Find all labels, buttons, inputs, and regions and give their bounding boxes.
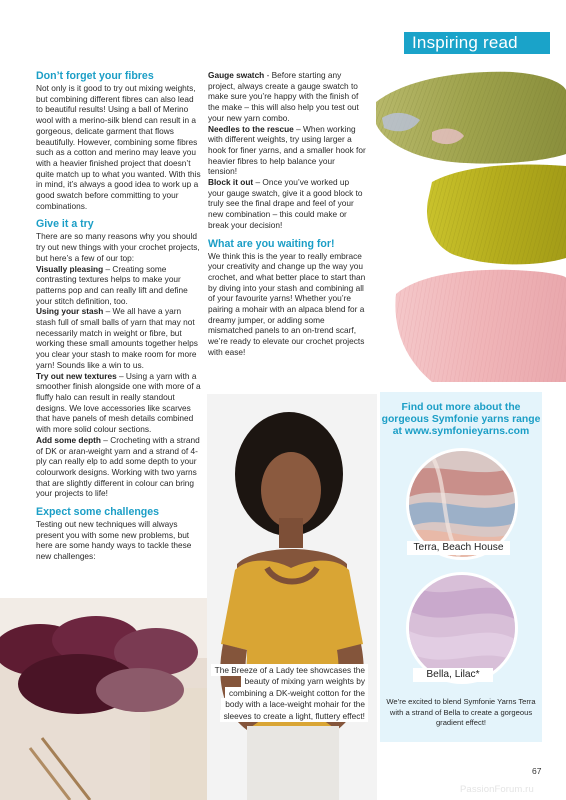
tip-title: Add some depth xyxy=(36,434,101,445)
heading-give-it-a-try: Give it a try xyxy=(36,218,94,231)
paragraph-fibres: Not only is it good to try out mixing weights, but combining different fibres can also lead to beautiful results! Using a ball of Merino wool with a merino-silk blend can result in a gorgeous, delicate garment that flows beautifully. However, combining some fibres such as a cotton and merino may leave you with a heavier finished project that doesn’t quite match up to what you wanted. With this in mind, it’s always a good idea to work up a good swatch before committing to your combinations. xyxy=(36,83,201,211)
bella-lilac-label: Bella, Lilac* xyxy=(413,668,493,682)
section-tag: Inspiring read xyxy=(404,32,550,54)
photo-caption xyxy=(208,665,368,722)
tip-new-textures xyxy=(36,371,202,435)
terra-beach-house-label: Terra, Beach House xyxy=(407,541,510,555)
info-box-footnote: We’re excited to blend Symfonie Yarns Terra with a strand of Bella to create a gorgeous gradient effect! xyxy=(386,697,536,727)
tip-text: – Creating some contrasting textures helps to make your patterns pop and can really lift and define your stitch definition, too. xyxy=(36,263,188,306)
yarn-skeins-photo xyxy=(372,62,566,382)
tip-gauge-swatch xyxy=(208,70,366,124)
info-title-line: gorgeous Symfonie yarns range xyxy=(381,414,541,425)
tip-text: – Using a yarn with a smoother finish alongside one with more of a fluffy halo can result in really standout designs. We love accessories like scarves that have panels of mesh details combined with more solid colour sections. xyxy=(36,370,201,435)
page-number: 67 xyxy=(532,766,542,776)
tip-title: Gauge swatch xyxy=(208,70,265,80)
paragraph-waiting: We think this is the year to really embrace your creativity and change up the way you crochet, and what better place to start than by diving into your stash and combining all of your favourite yarns! Whether you’re pairing a mohair with an alpaca blend for a dreamy jumper, or adding some mismatched panels to an on-trend scarf, we’re ready to elevate our crochet projects with ease! xyxy=(208,250,366,357)
tip-text: – When working with different weights, try using larger a hook for finer yarns, and a smaller hook for heavier fibres to help balance your tension! xyxy=(208,123,366,177)
tip-title: Block it out xyxy=(208,177,254,188)
paragraph-intro-tips: There are so many reasons why you should try out new things with your crochet projects, but here’s a few of our top: xyxy=(36,231,200,263)
bella-yarn-image xyxy=(409,575,515,681)
article-column-middle xyxy=(208,70,366,358)
watermark: PassionForum.ru xyxy=(460,784,534,795)
tip-title: Try out new textures xyxy=(36,370,117,381)
tip-needles xyxy=(208,124,366,178)
info-website-link[interactable]: at www.symfonieyarns.com xyxy=(392,426,530,437)
tip-text: - Before starting any project, always create a gauge swatch to make sure you’re happy with the finish of the make – this will also help you test out your new yarn combo. xyxy=(208,70,359,123)
photo-caption-text: The Breeze of a Lady tee showcases the beauty of mixing yarn weights by combining a DK-weight cotton for the body with a lace-weight mohair for the sleeves to create a light, fluttery effect! xyxy=(211,664,368,722)
tip-using-stash xyxy=(36,306,202,370)
tip-title: Needles to the rescue xyxy=(208,123,294,134)
tip-text: – We all have a yarn stash full of small balls of yarn that may not necessarily match in weight or fibre, but working these small amounts together helps you clear your stash to make room for more yarn! Sounds like a win to us. xyxy=(36,306,198,370)
tip-text: – Once you’ve worked up your gauge swatch, give it a good block to truly see the final drape and feel of your new combination – this could make or break your decision! xyxy=(208,177,363,230)
tip-visually-pleasing xyxy=(36,264,202,307)
tip-add-depth xyxy=(36,435,202,499)
model-crochet-top-photo xyxy=(207,394,377,800)
symfonie-info-box xyxy=(380,392,542,742)
article-column-left xyxy=(36,70,202,562)
heading-waiting: What are you waiting for! xyxy=(208,237,335,250)
heading-fibres: Don’t forget your fibres xyxy=(36,70,154,82)
tip-title: Using your stash xyxy=(36,306,104,317)
tip-text: – Crocheting with a strand of DK or aran-weight yarn and a strand of 4-ply can really elp to add some depth to your colourwork designs. Working with two yarns that are slightly different in colour can bring your projects to life! xyxy=(36,434,200,499)
tip-block-it-out xyxy=(208,177,366,231)
heading-challenges: Expect some challenges xyxy=(36,506,160,519)
tip-title: Visually pleasing xyxy=(36,263,104,274)
info-box-title xyxy=(380,402,542,438)
burgundy-yarn-photo xyxy=(0,598,207,800)
info-title-line: Find out more about the xyxy=(401,402,521,413)
paragraph-challenges: Testing out new techniques will always present you with some new problems, but here are some handy ways to tackle these new challenges: xyxy=(36,519,192,562)
